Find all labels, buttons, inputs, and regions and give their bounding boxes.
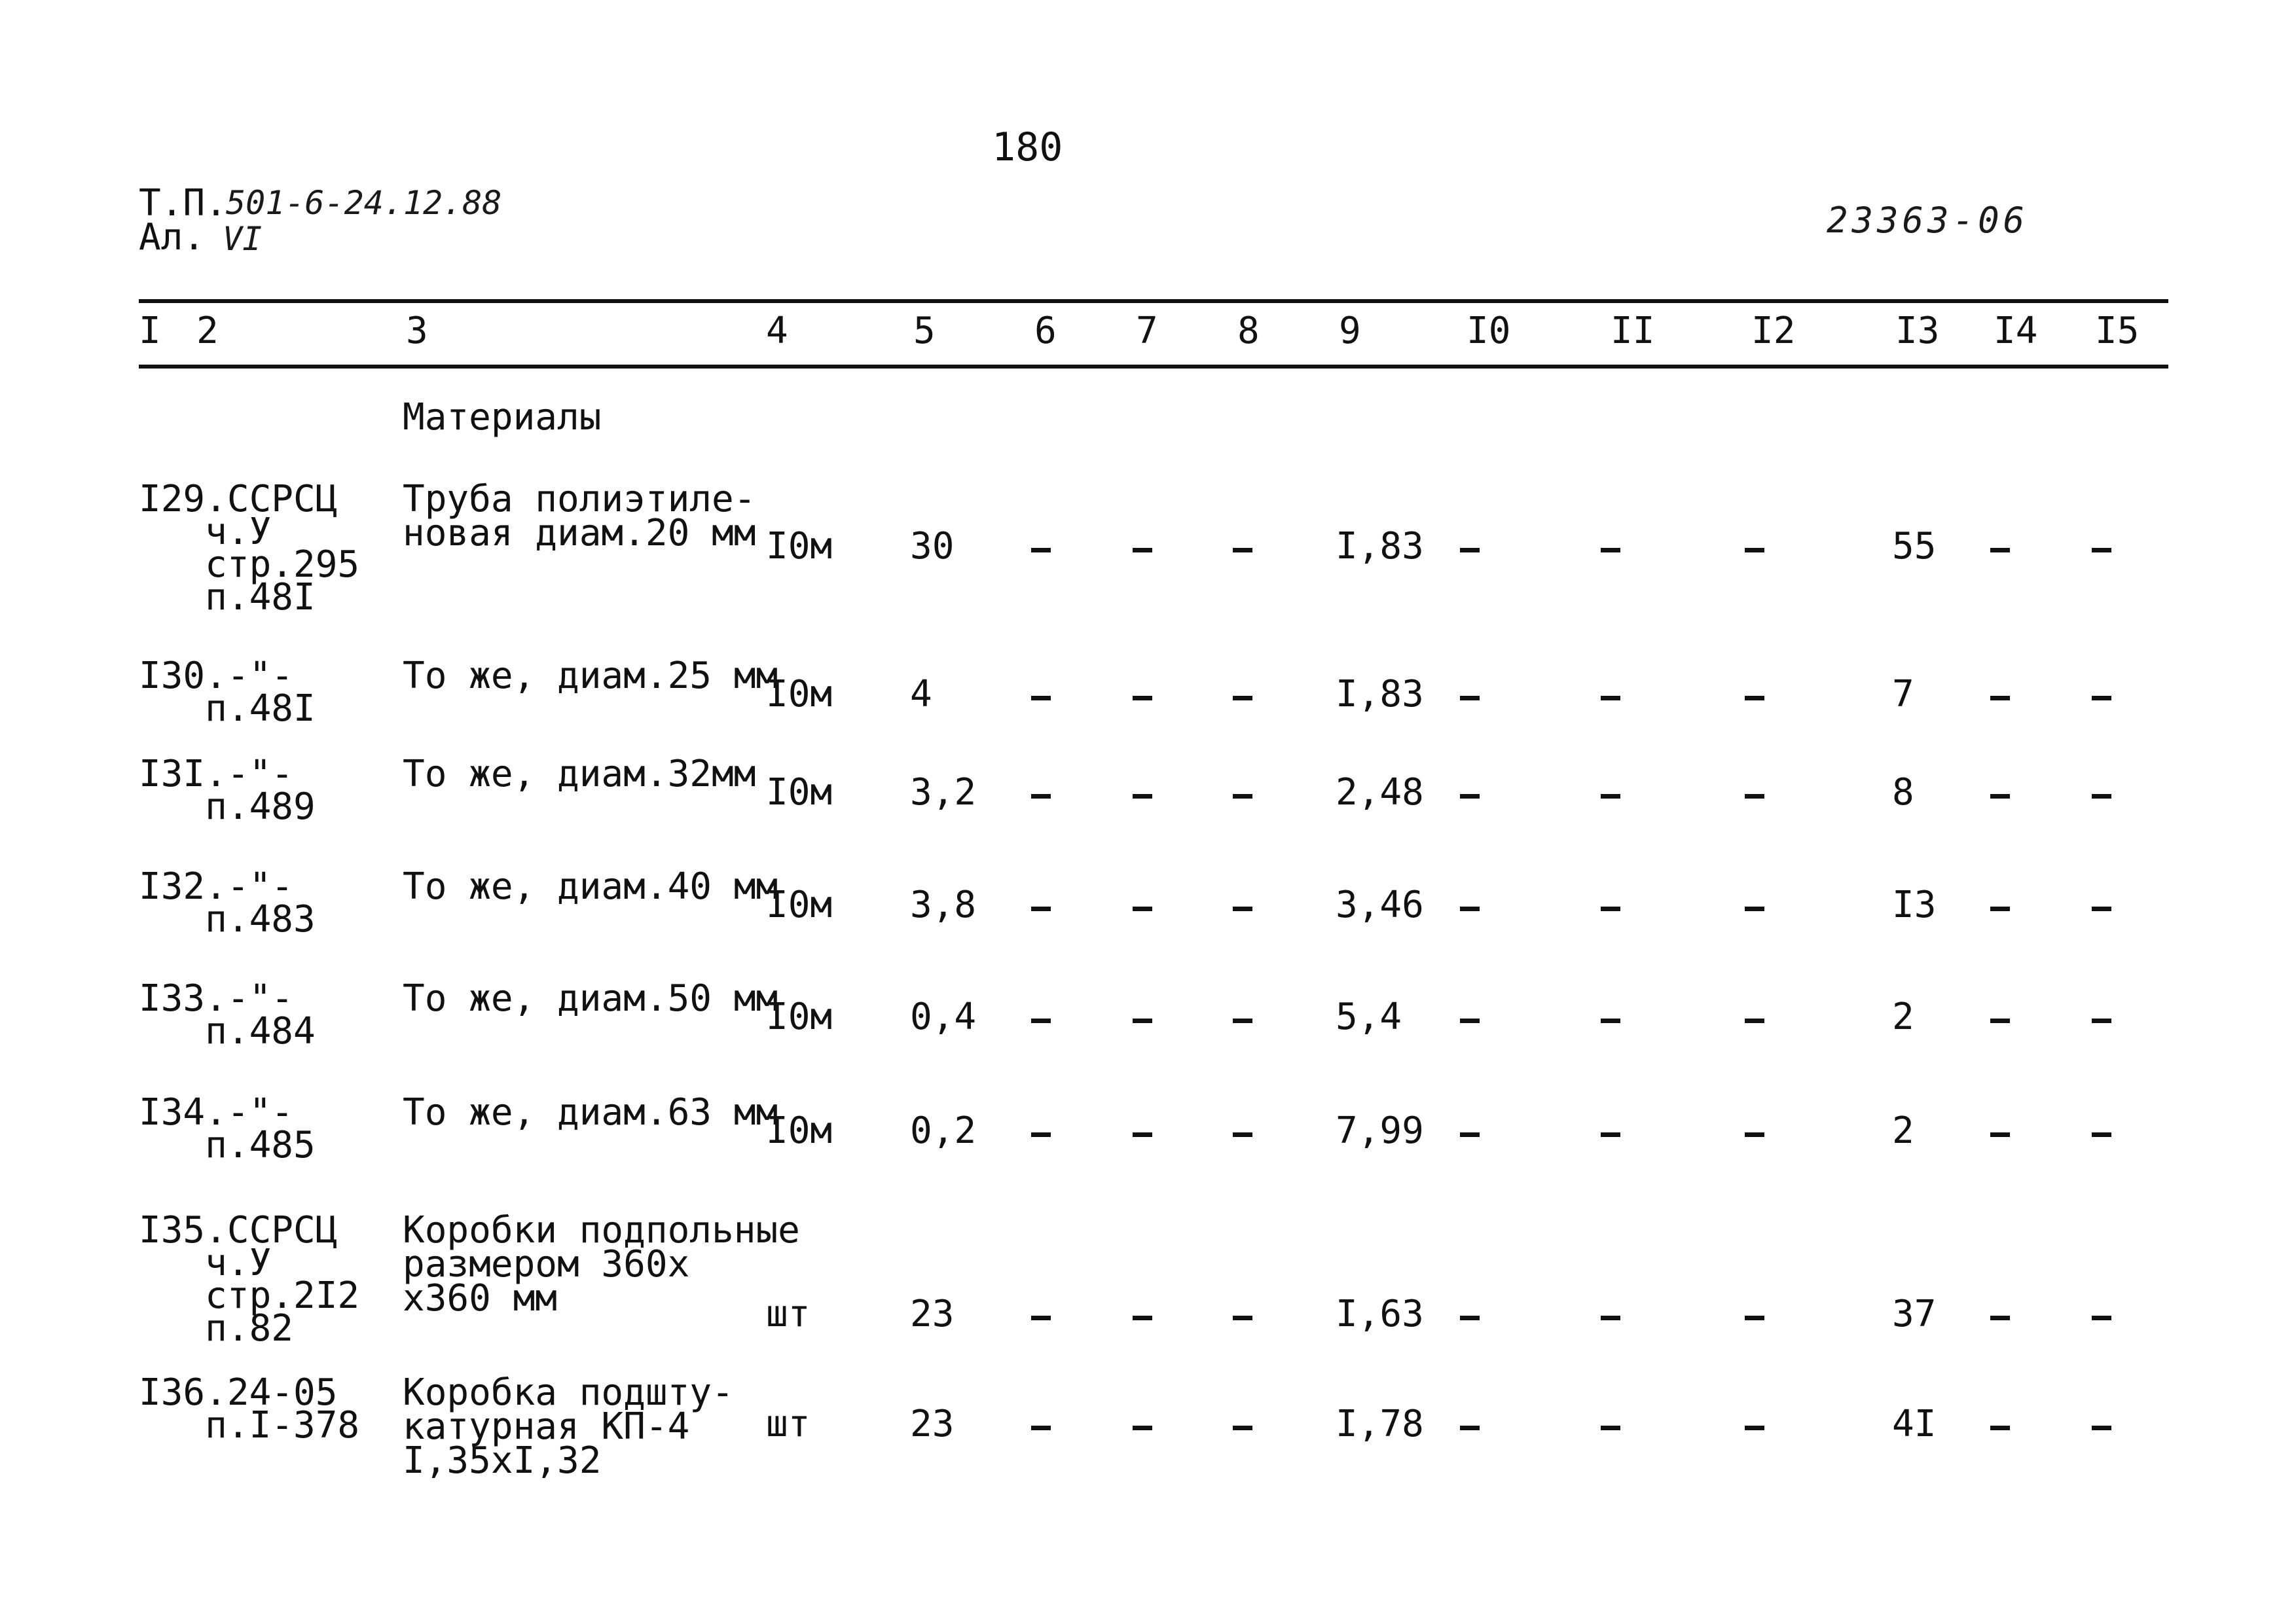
row-reference: I35.ССРСЦ [139, 1209, 338, 1252]
row-name: размером 360х [403, 1243, 690, 1286]
album-number: VI [223, 220, 263, 258]
row-price: 7,99 [1336, 1110, 1424, 1152]
row-unit: I0м [766, 884, 833, 926]
empty-cell-dash [1601, 548, 1620, 552]
empty-cell-dash [1031, 907, 1051, 911]
empty-cell-dash [1601, 1316, 1620, 1320]
row-reference: I30.-"- [139, 655, 294, 697]
row-name: х360 мм [403, 1277, 558, 1320]
row-name: То же, диам.25 мм [403, 655, 778, 697]
empty-cell-dash [1745, 1316, 1764, 1320]
empty-cell-dash [1601, 1132, 1620, 1137]
empty-cell-dash [2092, 1019, 2111, 1023]
row-quantity: 30 [910, 525, 955, 568]
document-code: 23363-06 [1827, 200, 2029, 241]
row-total: 55 [1892, 525, 1937, 568]
row-price: 2,48 [1336, 771, 1424, 814]
empty-cell-dash [1990, 907, 2010, 911]
empty-cell-dash [1745, 907, 1764, 911]
empty-cell-dash [1460, 548, 1480, 552]
row-reference: стр.2I2 [139, 1274, 360, 1317]
column-header: I0 [1467, 310, 1511, 352]
empty-cell-dash [1990, 696, 2010, 700]
empty-cell-dash [1031, 1316, 1051, 1320]
row-unit: I0м [766, 525, 833, 568]
empty-cell-dash [1460, 1019, 1480, 1023]
empty-cell-dash [1031, 1132, 1051, 1137]
empty-cell-dash [1460, 696, 1480, 700]
empty-cell-dash [1233, 1132, 1252, 1137]
empty-cell-dash [2092, 1316, 2111, 1320]
section-title: Материалы [403, 396, 602, 439]
row-quantity: 23 [910, 1403, 955, 1445]
row-quantity: 0,2 [910, 1110, 977, 1152]
doc-ref-number: 501-6-24.12.88 [226, 184, 502, 222]
row-reference: п.489 [139, 785, 316, 828]
doc-ref-prefix: Т.П. [139, 182, 227, 225]
empty-cell-dash [2092, 548, 2111, 552]
empty-cell-dash [1601, 1019, 1620, 1023]
empty-cell-dash [1745, 794, 1764, 799]
row-quantity: 4 [910, 673, 932, 715]
empty-cell-dash [1460, 1132, 1480, 1137]
empty-cell-dash [1990, 1316, 2010, 1320]
empty-cell-dash [1601, 696, 1620, 700]
row-unit: I0м [766, 673, 833, 715]
row-unit: шт [766, 1403, 811, 1445]
empty-cell-dash [1133, 794, 1152, 799]
empty-cell-dash [1031, 696, 1051, 700]
empty-cell-dash [1133, 1426, 1152, 1430]
empty-cell-dash [1460, 794, 1480, 799]
row-name: Коробка подшту- [403, 1371, 734, 1414]
row-reference: I29.ССРСЦ [139, 478, 338, 520]
column-header: 4 [766, 310, 788, 352]
column-header: I3 [1895, 310, 1940, 352]
row-unit: шт [766, 1293, 811, 1335]
row-name: То же, диам.63 мм [403, 1091, 778, 1134]
empty-cell-dash [1601, 794, 1620, 799]
row-name: Коробки подпольные [403, 1209, 800, 1252]
empty-cell-dash [1031, 794, 1051, 799]
row-quantity: 3,8 [910, 884, 977, 926]
row-name: То же, диам.50 мм [403, 977, 778, 1020]
empty-cell-dash [1233, 1426, 1252, 1430]
empty-cell-dash [1460, 1316, 1480, 1320]
empty-cell-dash [1990, 548, 2010, 552]
column-header: I4 [1994, 310, 2038, 352]
row-total: 7 [1892, 673, 1914, 715]
empty-cell-dash [2092, 1426, 2111, 1430]
empty-cell-dash [1460, 1426, 1480, 1430]
empty-cell-dash [1990, 1426, 2010, 1430]
empty-cell-dash [1601, 907, 1620, 911]
row-price: 5,4 [1336, 996, 1402, 1038]
empty-cell-dash [1990, 1019, 2010, 1023]
empty-cell-dash [2092, 696, 2111, 700]
row-reference: ч.У [139, 1242, 272, 1284]
empty-cell-dash [2092, 794, 2111, 799]
row-reference: I34.-"- [139, 1091, 294, 1134]
row-unit: I0м [766, 996, 833, 1038]
empty-cell-dash [1233, 1019, 1252, 1023]
row-price: I,83 [1336, 673, 1424, 715]
row-reference: п.483 [139, 898, 316, 941]
row-quantity: 3,2 [910, 771, 977, 814]
column-header: I [139, 310, 161, 352]
empty-cell-dash [1031, 1426, 1051, 1430]
row-name: То же, диам.32мм [403, 753, 756, 795]
row-quantity: 0,4 [910, 996, 977, 1038]
empty-cell-dash [1745, 548, 1764, 552]
row-quantity: 23 [910, 1293, 955, 1335]
column-header: I5 [2095, 310, 2140, 352]
empty-cell-dash [2092, 907, 2111, 911]
page-number: 180 [992, 124, 1063, 170]
empty-cell-dash [1233, 696, 1252, 700]
column-header: 2 [196, 310, 219, 352]
empty-cell-dash [1133, 907, 1152, 911]
row-price: I,63 [1336, 1293, 1424, 1335]
column-header: 9 [1339, 310, 1361, 352]
empty-cell-dash [1031, 1019, 1051, 1023]
header-top-rule [139, 299, 2168, 303]
row-reference: I33.-"- [139, 977, 294, 1020]
column-header: 6 [1034, 310, 1057, 352]
empty-cell-dash [1133, 1132, 1152, 1137]
empty-cell-dash [1133, 548, 1152, 552]
row-reference: ч.У [139, 511, 272, 553]
row-unit: I0м [766, 1110, 833, 1152]
empty-cell-dash [1990, 794, 2010, 799]
row-unit: I0м [766, 771, 833, 814]
row-reference: I3I.-"- [139, 753, 294, 795]
row-total: 2 [1892, 1110, 1914, 1152]
row-name: I,35хI,32 [403, 1439, 602, 1482]
empty-cell-dash [1133, 1316, 1152, 1320]
row-total: 4I [1892, 1403, 1937, 1445]
column-header: I2 [1751, 310, 1796, 352]
empty-cell-dash [2092, 1132, 2111, 1137]
empty-cell-dash [1233, 1316, 1252, 1320]
row-total: 8 [1892, 771, 1914, 814]
row-reference: п.82 [139, 1307, 294, 1350]
row-reference: п.I-378 [139, 1404, 360, 1447]
row-name: Труба полиэтиле- [403, 478, 756, 520]
row-reference: I36.24-05 [139, 1371, 338, 1414]
row-price: 3,46 [1336, 884, 1424, 926]
column-header: 8 [1237, 310, 1260, 352]
row-total: I3 [1892, 884, 1937, 926]
empty-cell-dash [1601, 1426, 1620, 1430]
row-reference: п.48I [139, 576, 316, 619]
row-total: 37 [1892, 1293, 1937, 1335]
row-price: I,83 [1336, 525, 1424, 568]
row-price: I,78 [1336, 1403, 1424, 1445]
empty-cell-dash [1460, 907, 1480, 911]
row-name: То же, диам.40 мм [403, 865, 778, 908]
empty-cell-dash [1233, 548, 1252, 552]
row-reference: стр.295 [139, 543, 360, 586]
column-header: 7 [1136, 310, 1158, 352]
header-bottom-rule [139, 365, 2168, 369]
empty-cell-dash [1990, 1132, 2010, 1137]
empty-cell-dash [1745, 1426, 1764, 1430]
album-prefix: Ал. [139, 216, 206, 259]
empty-cell-dash [1133, 696, 1152, 700]
column-header: 5 [913, 310, 936, 352]
row-name: новая диам.20 мм [403, 512, 756, 554]
empty-cell-dash [1233, 907, 1252, 911]
row-reference: п.48I [139, 687, 316, 730]
empty-cell-dash [1745, 696, 1764, 700]
row-reference: п.484 [139, 1010, 316, 1053]
row-total: 2 [1892, 996, 1914, 1038]
empty-cell-dash [1745, 1019, 1764, 1023]
row-reference: I32.-"- [139, 865, 294, 908]
empty-cell-dash [1031, 548, 1051, 552]
empty-cell-dash [1233, 794, 1252, 799]
row-reference: п.485 [139, 1124, 316, 1166]
column-header: II [1611, 310, 1655, 352]
empty-cell-dash [1745, 1132, 1764, 1137]
column-header: 3 [406, 310, 428, 352]
empty-cell-dash [1133, 1019, 1152, 1023]
row-name: катурная КП-4 [403, 1405, 690, 1448]
